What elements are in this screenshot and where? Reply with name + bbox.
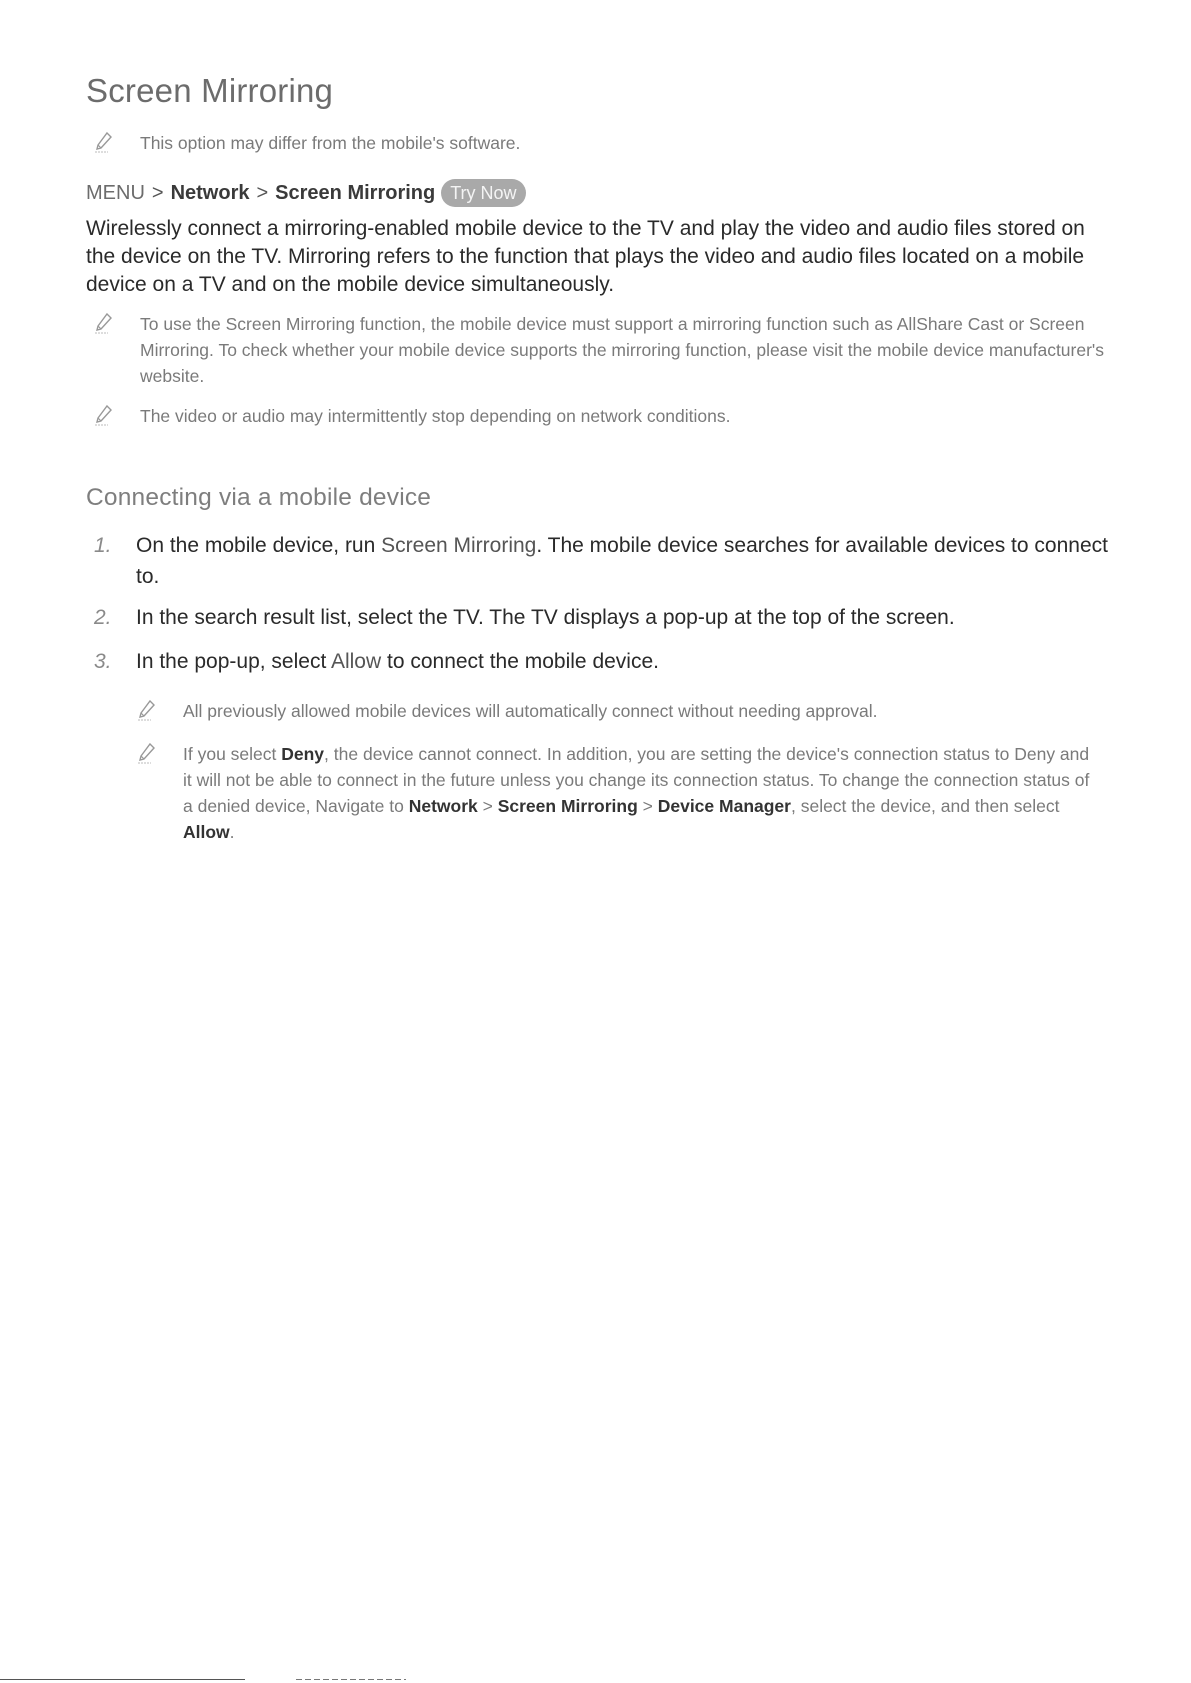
page-title: Screen Mirroring — [86, 72, 334, 109]
pencil-icon — [94, 404, 114, 426]
footer-rule — [0, 1679, 245, 1680]
software-note — [94, 130, 1094, 156]
step-2 — [86, 602, 1116, 633]
note-intermittent-stop-text: The video or audio may intermittently stop depending on network conditions. — [140, 406, 731, 426]
keyword-allow: Allow — [330, 650, 382, 673]
breadcrumb-separator: > — [256, 182, 269, 204]
step-text: In the search result list, select the TV. The TV displays a pop-up at the top of the screen. — [136, 606, 955, 629]
step-text: On the mobile device, run Screen Mirroring. The mobile device searches for available devices to connect to. — [136, 534, 1108, 588]
pencil-icon — [94, 131, 114, 153]
note-deny — [137, 741, 1097, 845]
step-number: 1. — [94, 534, 112, 557]
software-note-text: This option may differ from the mobile's software. — [140, 133, 521, 153]
breadcrumb-menu: MENU — [86, 182, 145, 204]
breadcrumb-separator: > — [151, 182, 164, 204]
try-now-button[interactable]: Try Now — [441, 179, 525, 207]
pencil-icon — [137, 699, 157, 721]
step-text: In the pop-up, select Allow to connect the mobile device. — [136, 650, 659, 673]
footer-dots — [296, 1679, 406, 1680]
step-number: 2. — [94, 606, 112, 629]
note-mirroring-support — [94, 311, 1104, 389]
keyword-network: Network — [408, 796, 478, 816]
keyword-device-manager: Device Manager — [657, 796, 791, 816]
breadcrumb-network: Network — [170, 182, 250, 204]
intro-paragraph: Wirelessly connect a mirroring-enabled mobile device to the TV and play the video and audio files stored on the device on the TV. Mirroring refers to the function that plays the video and audio files located on a mobile device on a TV and on the mobile device simultaneously. — [86, 217, 1085, 296]
section-title: Connecting via a mobile device — [86, 484, 432, 511]
breadcrumb-screen-mirroring: Screen Mirroring — [275, 182, 436, 204]
keyword-screen-mirroring: Screen Mirroring — [381, 534, 537, 557]
note-intermittent-stop — [94, 403, 1104, 429]
keyword-deny: Deny — [281, 744, 325, 764]
note-mirroring-support-text: To use the Screen Mirroring function, the mobile device must support a mirroring function such as AllShare Cast or Screen Mirroring. To check whether your mobile device supports the mirroring function, please visit the mobile device manufacturer's website. — [140, 314, 1105, 386]
note-auto-connect — [137, 698, 1107, 724]
step-number: 3. — [94, 650, 112, 673]
pencil-icon — [137, 742, 157, 764]
note-deny-text: If you select Deny, the device cannot connect. In addition, you are setting the device's connection status to Deny and it will not be able to connect in the future unless you change its connection status. To change the connection status of a denied device, Navigate to Network > Screen Mirroring > Device Manager, select the device, and then select Allow. — [183, 744, 1090, 842]
breadcrumb — [86, 178, 526, 208]
step-1 — [86, 530, 1116, 592]
keyword-screen-mirroring: Screen Mirroring — [497, 796, 638, 816]
step-3 — [86, 646, 1116, 677]
pencil-icon — [94, 312, 114, 334]
keyword-allow: Allow — [183, 822, 230, 842]
note-auto-connect-text: All previously allowed mobile devices will automatically connect without needing approval. — [183, 701, 878, 721]
